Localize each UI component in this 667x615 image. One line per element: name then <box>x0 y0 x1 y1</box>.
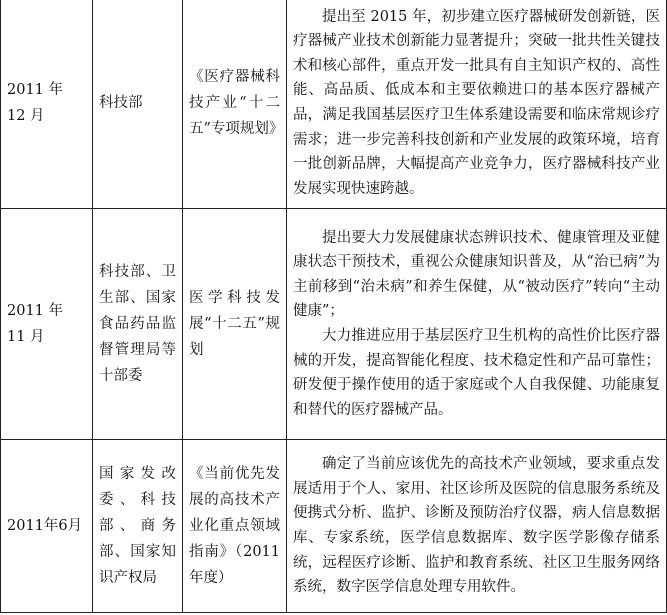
content-paragraph: 确定了当前应该优先的高技术产业领域，要求重点发展适用于个人、家用、社区诊所及医院的信息服务系统及便携式分析、监护、诊断及预防治疗仪器，病人信息数据库、专家系统，医学信息数据库、数字医学影像存储系统，远程医疗诊断、监护和教育系统、社区卫生服务网络系统，数字医学信息处理专用软件。 <box>293 456 660 596</box>
content-cell <box>287 440 667 613</box>
content-paragraph: 提出要大力发展健康状态辨识技术、健康管理及亚健康状态干预技术，重视公众健康知识普及，从“治已病”为主前移到“治未病”和养生保健，从“被动医疗”转向“主动健康”； <box>293 229 660 320</box>
content-paragraph: 大力推进应用于基层医疗卫生机构的高性价比医疗器械的开发，提高智能化程度、技术稳定性和产品可靠性；研发便于操作使用的适于家庭或个人自我保健、功能康复和替代的医疗器械产品。 <box>293 328 660 418</box>
table-row <box>1 440 667 613</box>
date-cell: 2011 年 12 月 <box>1 0 93 209</box>
date-cell: 2011年6月 <box>1 440 93 613</box>
department-cell: 国家发改委、科技部、商务部、国家知识产权局 <box>93 440 183 613</box>
content-cell <box>287 0 667 209</box>
table-row <box>1 0 667 209</box>
table-row <box>1 209 667 440</box>
document-cell: 医学科技发展“十二五”规划 <box>183 209 287 440</box>
document-cell: 《医疗器械科技产业“十二五”专项规划》 <box>183 0 287 209</box>
department-cell: 科技部、卫生部、国家食品药品监督管理局等十部委 <box>93 209 183 440</box>
content-paragraph: 提出至 2015 年，初步建立医疗器械研发创新链，医疗器械产业技术创新能力显著提升；突破一批共性关键技术和核心部件，重点开发一批具有自主知识产权的、高性能、高品质、低成本和主要依赖进口的基本医疗器械产品，满足我国基层医疗卫生体系建设需要和临床常规诊疗需求；进一步完善科技创新和产业发展的政策环境，培育一批创新品牌，大幅提高产业竞争力，医疗器械科技产业发展实现快速跨越。 <box>293 8 660 197</box>
document-cell: 《当前优先发展的高技术产业化重点领域指南》（2011 年度） <box>183 440 287 613</box>
content-cell <box>287 209 667 440</box>
department-cell: 科技部 <box>93 0 183 209</box>
date-cell: 2011 年 11 月 <box>1 209 93 440</box>
